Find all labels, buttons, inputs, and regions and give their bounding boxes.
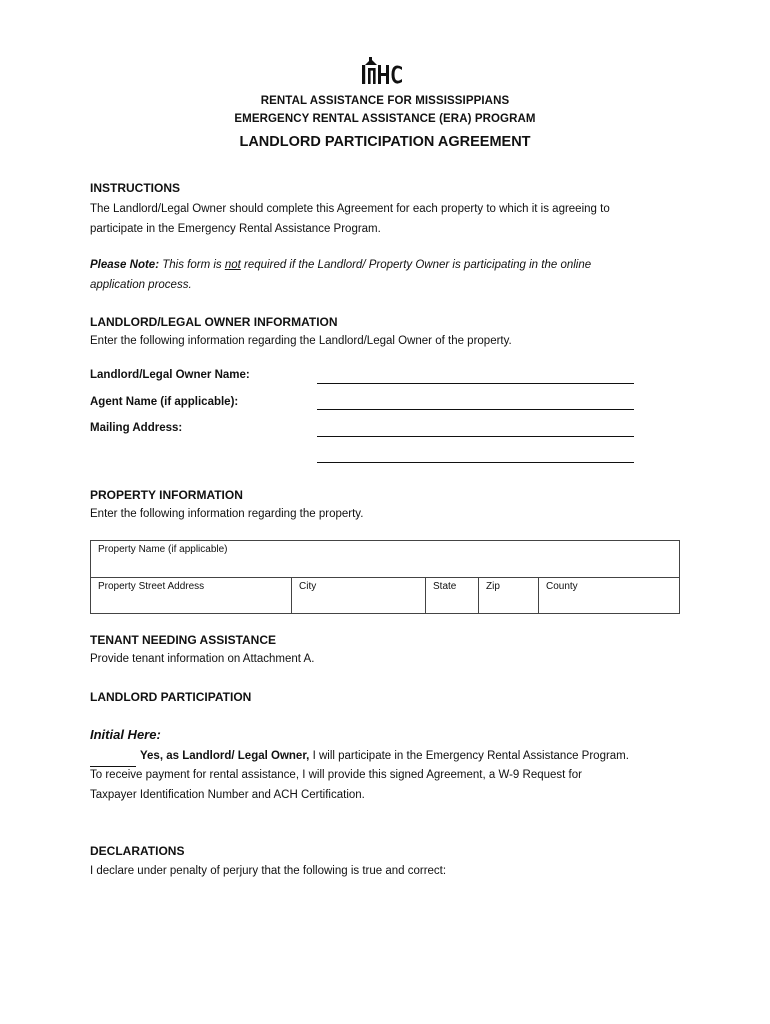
page-title: LANDLORD PARTICIPATION AGREEMENT: [239, 134, 531, 150]
please-note: [90, 255, 591, 275]
property-info-subtext: Enter the following information regarding the property.: [90, 508, 364, 520]
owner-name-field[interactable]: [317, 383, 634, 384]
program-line-2: EMERGENCY RENTAL ASSISTANCE (ERA) PROGRAM: [234, 113, 536, 125]
state-label: State: [433, 581, 457, 592]
participation-line-2: To receive payment for rental assistance, I will provide this signed Agreement, a W-9 Request for: [90, 769, 582, 781]
county-label: County: [546, 581, 578, 592]
street-address-cell[interactable]: [91, 578, 292, 614]
property-name-label: Property Name (if applicable): [98, 544, 228, 555]
initial-here-label: Initial Here:: [90, 727, 161, 742]
participation-heading: LANDLORD PARTICIPATION: [90, 690, 252, 704]
agent-name-field[interactable]: [317, 409, 634, 410]
note-text-1: This form is: [159, 259, 225, 271]
note-label: Please Note:: [90, 259, 160, 271]
county-cell[interactable]: [539, 578, 680, 614]
property-info-heading: PROPERTY INFORMATION: [90, 488, 243, 502]
property-table: [90, 540, 680, 614]
instructions-heading: INSTRUCTIONS: [90, 181, 180, 195]
participation-line-3: Taxpayer Identification Number and ACH Certification.: [90, 789, 365, 801]
mhc-logo: [360, 57, 404, 85]
instructions-line-2: participate in the Emergency Rental Assistance Program.: [90, 223, 381, 235]
mailing-address-field-2[interactable]: [317, 462, 634, 463]
mailing-address-label: Mailing Address:: [90, 422, 183, 434]
mailing-address-field-1[interactable]: [317, 436, 634, 437]
yes-owner-bold: Yes, as Landlord/ Legal Owner,: [140, 750, 310, 762]
instructions-line-1: The Landlord/Legal Owner should complete this Agreement for each property to which it is agreeing to: [90, 203, 610, 215]
owner-name-label: Landlord/Legal Owner Name:: [90, 369, 250, 381]
declarations-heading: DECLARATIONS: [90, 844, 185, 858]
participation-rest: I will participate in the Emergency Rental Assistance Program.: [309, 750, 629, 762]
tenant-heading: TENANT NEEDING ASSISTANCE: [90, 633, 277, 647]
agent-name-label: Agent Name (if applicable):: [90, 396, 239, 408]
state-cell[interactable]: [426, 578, 479, 614]
landlord-info-heading: LANDLORD/LEGAL OWNER INFORMATION: [90, 315, 338, 329]
property-name-cell[interactable]: [91, 541, 680, 578]
city-label: City: [299, 581, 317, 592]
note-text-2: required if the Landlord/ Property Owner is participating in the online: [240, 259, 592, 271]
zip-label: Zip: [486, 581, 500, 592]
declarations-subtext: I declare under penalty of perjury that the following is true and correct:: [90, 865, 447, 877]
program-line-1: RENTAL ASSISTANCE FOR MISSISSIPPIANS: [260, 95, 510, 107]
street-address-label: Property Street Address: [98, 581, 205, 592]
note-not: not: [224, 259, 241, 271]
zip-cell[interactable]: [479, 578, 539, 614]
city-cell[interactable]: [292, 578, 426, 614]
initial-blank[interactable]: [90, 746, 136, 767]
note-line-2: application process.: [90, 279, 192, 291]
participation-line-1: [90, 746, 629, 767]
tenant-subtext: Provide tenant information on Attachment A.: [90, 653, 315, 665]
landlord-info-subtext: Enter the following information regarding the Landlord/Legal Owner of the property.: [90, 335, 512, 347]
